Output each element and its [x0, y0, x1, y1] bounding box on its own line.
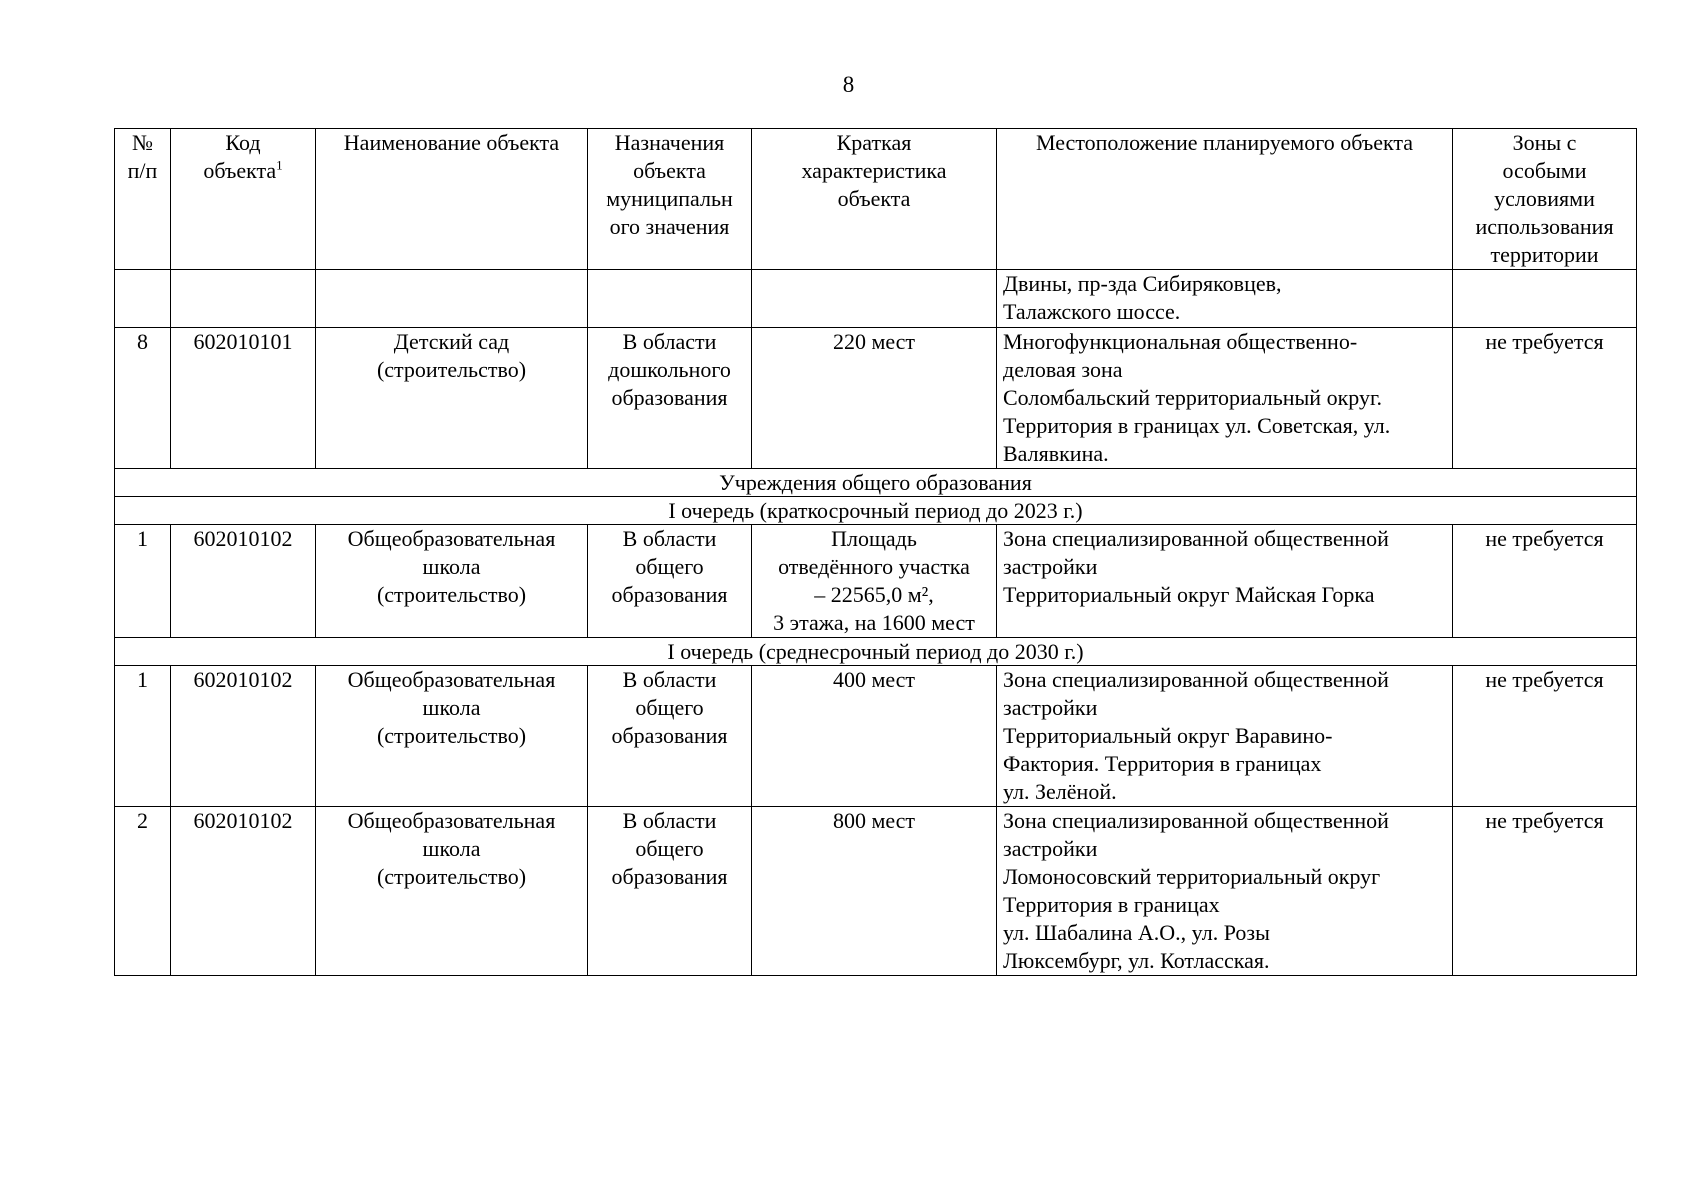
cell-line: В области	[622, 808, 717, 833]
cell-code: 602010102	[171, 525, 316, 638]
cell-line: общего	[635, 695, 704, 720]
cell-line: муниципальн	[606, 186, 733, 211]
cell-line: В области	[622, 667, 717, 692]
cell-code: 602010101	[171, 328, 316, 469]
cell-num: 1	[115, 525, 171, 638]
cell-purpose	[588, 666, 752, 807]
page-number: 8	[842, 72, 855, 97]
cell-description	[752, 807, 997, 976]
cell-line: (строительство)	[376, 864, 527, 889]
cell-code	[171, 270, 316, 328]
cell-location	[997, 270, 1453, 328]
cell-line: В области	[622, 526, 717, 551]
header-code	[171, 129, 316, 270]
section-title: Учреждения общего образования	[115, 469, 1637, 497]
table-row-short-1	[115, 525, 1637, 638]
cell-line: образования	[611, 582, 728, 607]
cell-line: общего	[635, 836, 704, 861]
table-row-continuation	[115, 270, 1637, 328]
header-purpose	[588, 129, 752, 270]
cell-line: Зоны с	[1512, 130, 1577, 155]
cell-line: Талажского шоссе.	[1003, 299, 1181, 324]
header-name	[316, 129, 588, 270]
cell-line: Валявкина.	[1003, 441, 1109, 466]
cell-line: Фактория. Территория в границах	[1003, 751, 1322, 776]
section-title: I очередь (краткосрочный период до 2023 г.)	[115, 497, 1637, 525]
objects-table	[114, 128, 1637, 976]
cell-line: Общеобразовательная	[347, 808, 556, 833]
section-row-general-education	[115, 469, 1637, 497]
cell-line: застройки	[1003, 554, 1098, 579]
cell-description	[752, 270, 997, 328]
cell-line: отведённого участка	[778, 554, 970, 579]
cell-line: Общеобразовательная	[347, 526, 556, 551]
cell-line: особыми	[1502, 158, 1587, 183]
header-code-text	[177, 129, 309, 185]
cell-num: 8	[115, 328, 171, 469]
cell-zones	[1453, 270, 1637, 328]
cell-name	[316, 525, 588, 638]
cell-line: характеристика	[801, 158, 947, 183]
cell-line: Ломоносовский территориальный округ	[1003, 864, 1381, 889]
cell-line: Двины, пр-зда Сибиряковцев,	[1003, 271, 1282, 296]
cell-line: №	[132, 130, 153, 155]
cell-purpose	[588, 807, 752, 976]
cell-line: Люксембург, ул. Котласская.	[1003, 948, 1270, 973]
cell-line: Территория в границах ул. Советская, ул.	[1003, 413, 1391, 438]
cell-line: Территориальный округ Варавино-	[1003, 723, 1333, 748]
cell-purpose	[588, 525, 752, 638]
section-row-short-term	[115, 497, 1637, 525]
cell-line: использования	[1475, 214, 1614, 239]
cell-name	[316, 666, 588, 807]
cell-line: (строительство)	[376, 582, 527, 607]
cell-line: Соломбальский территориальный округ.	[1003, 385, 1383, 410]
footnote-marker: 1	[276, 157, 283, 173]
cell-line: Многофункциональная общественно-	[1003, 329, 1358, 354]
cell-line: образования	[611, 864, 728, 889]
cell-line: – 22565,0 м²,	[814, 582, 934, 607]
cell-description	[752, 525, 997, 638]
cell-line: Территориальный округ Майская Горка	[1003, 582, 1375, 607]
cell-line: деловая зона	[1003, 357, 1123, 382]
cell-zones: не требуется	[1453, 328, 1637, 469]
cell-zones: не требуется	[1453, 525, 1637, 638]
cell-num	[115, 270, 171, 328]
cell-line: Общеобразовательная	[347, 667, 556, 692]
table-row-mid-2	[115, 807, 1637, 976]
cell-code: 602010102	[171, 807, 316, 976]
cell-line: школа	[422, 554, 481, 579]
cell-line: Код	[225, 130, 261, 155]
cell-line: 800 мест	[832, 808, 916, 833]
cell-line: Назначения	[614, 130, 725, 155]
cell-location	[997, 525, 1453, 638]
cell-location	[997, 807, 1453, 976]
cell-line: п/п	[127, 158, 158, 183]
cell-code: 602010102	[171, 666, 316, 807]
cell-line: школа	[422, 836, 481, 861]
cell-line: Детский сад	[393, 329, 510, 354]
cell-line: 3 этажа, на 1600 мест	[773, 610, 975, 635]
cell-num: 1	[115, 666, 171, 807]
cell-line: общего	[635, 554, 704, 579]
cell-line: образования	[611, 385, 728, 410]
cell-location	[997, 666, 1453, 807]
cell-line: дошкольного	[608, 357, 731, 382]
cell-line: ул. Зелёной.	[1003, 779, 1117, 804]
cell-line: образования	[611, 723, 728, 748]
cell-line: Местоположение планируемого объекта	[1035, 130, 1414, 155]
cell-line: Зона специализированной общественной	[1003, 808, 1389, 833]
cell-line: Территория в границах	[1003, 892, 1220, 917]
cell-line: условиями	[1494, 186, 1595, 211]
cell-line: застройки	[1003, 695, 1098, 720]
cell-line: Краткая	[836, 130, 912, 155]
cell-line: школа	[422, 695, 481, 720]
section-title: I очередь (среднесрочный период до 2030 г.)	[115, 638, 1637, 666]
cell-line: Наименование объекта	[343, 130, 560, 155]
cell-line: Зона специализированной общественной	[1003, 667, 1389, 692]
table-row-mid-1	[115, 666, 1637, 807]
cell-purpose	[588, 328, 752, 469]
cell-line: застройки	[1003, 836, 1098, 861]
cell-line: ого значения	[609, 214, 730, 239]
cell-name	[316, 807, 588, 976]
cell-line: объекта	[837, 186, 911, 211]
cell-line: объекта	[633, 158, 706, 183]
cell-line: Площадь	[831, 526, 917, 551]
cell-line: 220 мест	[832, 329, 916, 354]
cell-name	[316, 270, 588, 328]
header-location	[997, 129, 1453, 270]
header-description	[752, 129, 997, 270]
header-zones	[1453, 129, 1637, 270]
section-row-mid-term	[115, 638, 1637, 666]
cell-line: ул. Шабалина А.О., ул. Розы	[1003, 920, 1270, 945]
table-row-kindergarten	[115, 328, 1637, 469]
cell-line: (строительство)	[376, 723, 527, 748]
table-header-row	[115, 129, 1637, 270]
cell-description	[752, 666, 997, 807]
cell-description	[752, 328, 997, 469]
cell-line: объекта$^1$	[203, 157, 283, 183]
cell-zones: не требуется	[1453, 666, 1637, 807]
cell-line: 400 мест	[832, 667, 916, 692]
header-num	[115, 129, 171, 270]
cell-line: (строительство)	[376, 357, 527, 382]
cell-line: Зона специализированной общественной	[1003, 526, 1389, 551]
cell-name	[316, 328, 588, 469]
cell-line: территории	[1490, 242, 1599, 267]
cell-zones: не требуется	[1453, 807, 1637, 976]
cell-purpose	[588, 270, 752, 328]
cell-location	[997, 328, 1453, 469]
cell-num: 2	[115, 807, 171, 976]
cell-line: В области	[622, 329, 717, 354]
